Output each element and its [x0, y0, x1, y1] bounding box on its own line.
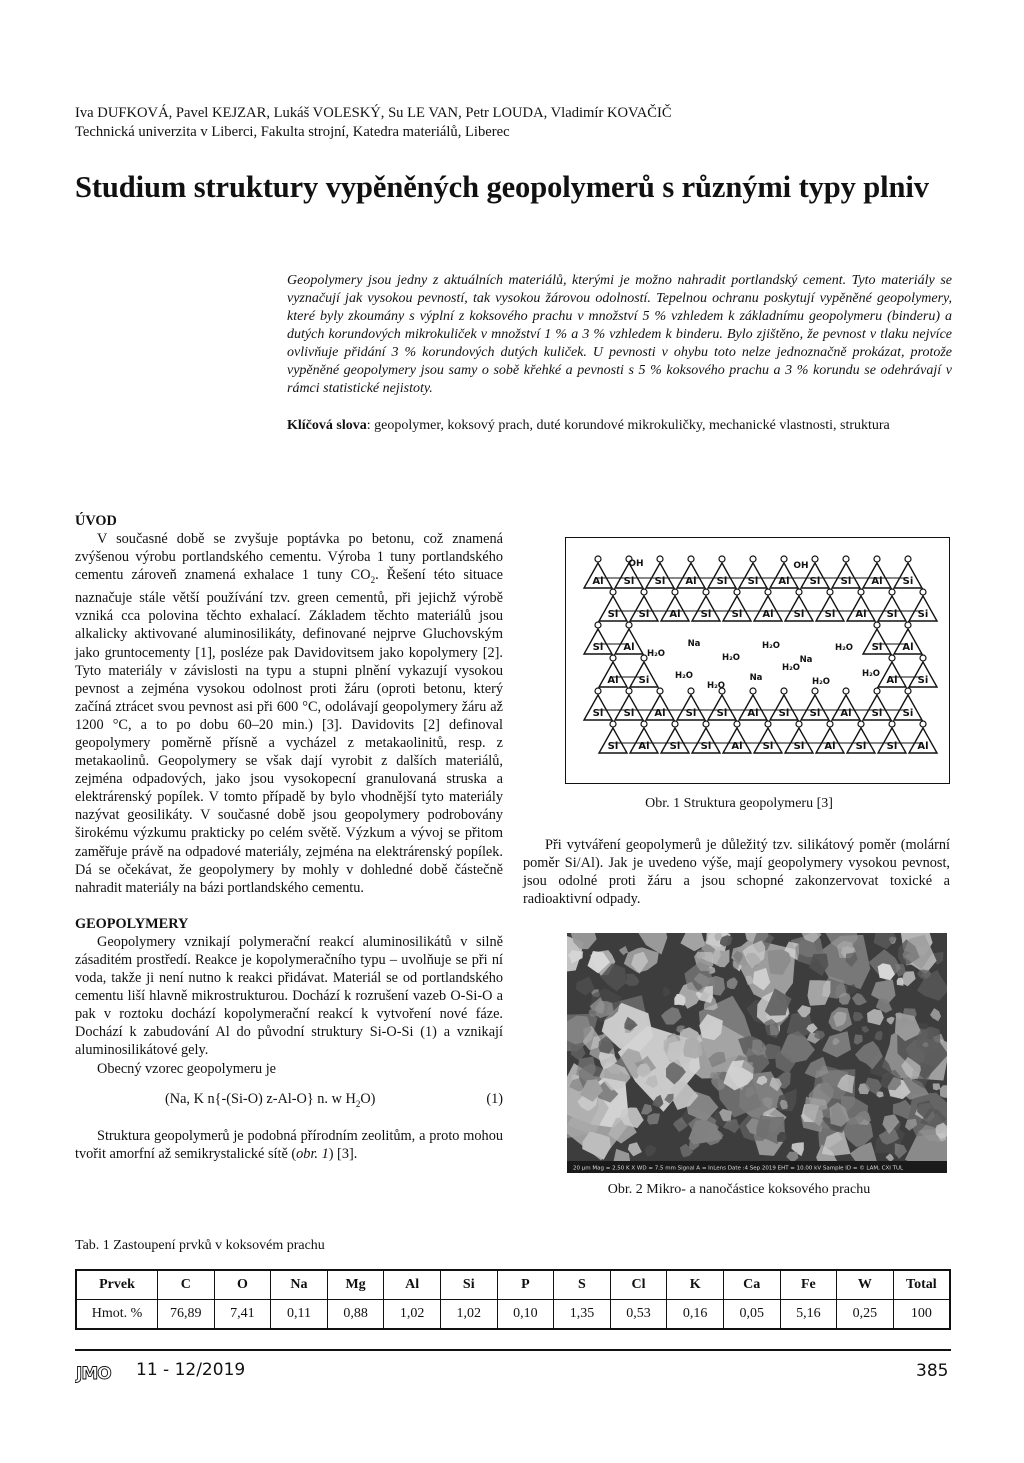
atom-label: Si	[840, 576, 852, 587]
issue-number: 11 - 12/2019	[136, 1360, 246, 1380]
atom-label: Al	[669, 609, 681, 620]
atom-label: Al	[778, 576, 790, 587]
atom-label: Si	[824, 609, 836, 620]
oxygen-atom	[626, 688, 632, 694]
atom-label: Si	[917, 675, 929, 686]
sem-databar-text: 20 µm Mag = 2.50 K X WD = 7.5 mm Signal A = InLens Date :4 Sep 2019 EHT = 10.00 kV Sample ID = © LAM, CXI TUL	[573, 1165, 904, 1172]
particle	[626, 974, 640, 986]
particle	[727, 977, 738, 989]
element-composition-table	[75, 1269, 951, 1330]
oxygen-atom	[719, 556, 725, 562]
sodium-ion: Na	[687, 639, 701, 649]
equation-number: (1)	[486, 1090, 503, 1107]
figure-1-geopolymer-structure	[565, 537, 950, 784]
water-molecule: H₂O	[781, 663, 801, 673]
table-cell: Cl	[610, 1270, 667, 1300]
particle	[661, 1007, 682, 1025]
oxygen-atom	[765, 721, 771, 727]
particle	[663, 987, 671, 997]
sodium-ion: Na	[749, 673, 763, 683]
jmo-logo	[75, 1361, 125, 1385]
table-cell: 0,16	[667, 1300, 724, 1330]
table-cell: 0,25	[837, 1300, 894, 1330]
oxygen-atom	[688, 688, 694, 694]
oxygen-atom	[703, 721, 709, 727]
table-cell: P	[497, 1270, 554, 1300]
particle	[822, 1031, 851, 1057]
table-cell: 1,35	[554, 1300, 611, 1330]
oxygen-atom	[843, 688, 849, 694]
atom-label: Si	[871, 642, 883, 653]
particle	[940, 1085, 947, 1097]
oxygen-atom	[657, 556, 663, 562]
atom-label: Al	[623, 642, 635, 653]
particle	[628, 1142, 642, 1156]
oxygen-atom	[750, 688, 756, 694]
oxygen-atom	[765, 589, 771, 595]
table-cell: Total	[893, 1270, 950, 1300]
water-molecule: H₂O	[761, 641, 781, 651]
atom-label: Si	[685, 708, 697, 719]
oxygen-atom	[920, 721, 926, 727]
table-cell: 0,53	[610, 1300, 667, 1330]
water-molecule: H₂O	[674, 671, 694, 681]
table-cell: Ca	[723, 1270, 780, 1300]
table-cell: S	[554, 1270, 611, 1300]
table-cell: 7,41	[214, 1300, 271, 1330]
table-row	[76, 1300, 950, 1330]
oxygen-atom	[595, 622, 601, 628]
figure-2-sem-image	[567, 933, 947, 1173]
oxygen-atom	[874, 622, 880, 628]
table-cell: Na	[271, 1270, 328, 1300]
table-cell: Prvek	[76, 1270, 158, 1300]
keywords-label: Klíčová slova	[287, 418, 367, 433]
oxygen-atom	[796, 589, 802, 595]
oxygen-atom	[610, 655, 616, 661]
table-cell: K	[667, 1270, 724, 1300]
table-1-caption: Tab. 1 Zastoupení prvků v koksovém prachu	[75, 1238, 325, 1253]
oxygen-atom	[889, 655, 895, 661]
atom-label: Al	[762, 609, 774, 620]
atom-label: Al	[855, 609, 867, 620]
particle	[808, 980, 831, 1006]
atom-label: Si	[917, 609, 929, 620]
water-molecule: H₂O	[706, 681, 726, 691]
particle	[645, 1145, 656, 1157]
atom-label: Si	[886, 609, 898, 620]
formula-intro: Obecný vzorec geopolymeru je	[97, 1060, 277, 1077]
sem-micrograph	[567, 933, 947, 1173]
table-cell: Si	[440, 1270, 497, 1300]
atom-label: Si	[716, 576, 728, 587]
table-cell: 0,88	[327, 1300, 384, 1330]
atom-label: Si	[638, 675, 650, 686]
particle	[852, 993, 867, 1005]
atom-label: Al	[747, 708, 759, 719]
oxygen-atom	[889, 589, 895, 595]
particle	[862, 1026, 870, 1033]
oxygen-atom	[827, 589, 833, 595]
atom-label: Al	[871, 576, 883, 587]
oxygen-atom	[827, 721, 833, 727]
atom-label: Al	[840, 708, 852, 719]
oxygen-atom	[781, 556, 787, 562]
oxygen-atom	[874, 556, 880, 562]
table-cell: 0,10	[497, 1300, 554, 1330]
water-molecule: H₂O	[834, 643, 854, 653]
particle	[895, 1143, 907, 1159]
left-column	[75, 512, 503, 1163]
table-cell: C	[158, 1270, 215, 1300]
page-number: 385	[916, 1361, 949, 1381]
oxygen-atom	[734, 721, 740, 727]
oxygen-atom	[610, 721, 616, 727]
atom-label: Si	[638, 609, 650, 620]
atom-label: Al	[638, 741, 650, 752]
hydroxyl-group: OH	[628, 559, 644, 569]
oxygen-atom	[812, 556, 818, 562]
oxygen-atom	[641, 721, 647, 727]
abstract	[287, 272, 952, 398]
atom-label: Si	[623, 576, 635, 587]
oxygen-atom	[905, 622, 911, 628]
keywords-text: : geopolymer, koksový prach, duté korundové mikrokuličky, mechanické vlastnosti, struktura	[366, 418, 890, 433]
atom-label: Si	[871, 708, 883, 719]
atom-label: Si	[762, 741, 774, 752]
atom-label: Al	[917, 741, 929, 752]
atom-label: Al	[592, 576, 604, 587]
water-molecule: H₂O	[861, 669, 881, 679]
oxygen-atom	[812, 688, 818, 694]
keywords	[287, 417, 957, 435]
oxygen-atom	[672, 589, 678, 595]
atom-label: Si	[700, 741, 712, 752]
atom-label: Si	[793, 741, 805, 752]
article-title: Studium struktury vypěněných geopolymerů s různými typy plniv	[75, 170, 929, 204]
atom-label: Si	[731, 609, 743, 620]
table-cell: Al	[384, 1270, 441, 1300]
particle-texture	[567, 933, 947, 1173]
table-cell: Fe	[780, 1270, 837, 1300]
atom-label: Si	[716, 708, 728, 719]
oxygen-atom	[750, 556, 756, 562]
geopolymery-paragraph: Geopolymery vznikají polymerační reakcí aluminosilikátů v silně zásaditém prostředí. Reakce je kopolymeračního typu – uvolňuje se při ní voda, takže ji není nutno k reakci přidávat. Materiál se od portlandského cementu liší hlavně mikrostrukturou. Dochází k rozrušení vazeb O-Si-O a pak v roztoku dochází kopolymerační reakcí k vytvoření nové fáze. Dochází k zabudování Al do původní struktury Si-O-Si (1) a vznikají aluminosilikátové gely.	[75, 933, 503, 1059]
atom-label: Al	[902, 642, 914, 653]
structure-paragraph: Struktura geopolymerů je podobná přírodním zeolitům, a proto mohou tvořit amorfní až semikrystalické sítě (obr. 1) [3].	[75, 1127, 503, 1162]
table-cell: 0,11	[271, 1300, 328, 1330]
table-cell: 1,02	[440, 1300, 497, 1330]
atom-label: Si	[793, 609, 805, 620]
particle	[875, 1031, 883, 1041]
oxygen-atom	[657, 688, 663, 694]
oxygen-atom	[920, 655, 926, 661]
equation-1	[75, 1090, 503, 1113]
table-cell: 0,05	[723, 1300, 780, 1330]
particle	[897, 978, 904, 986]
atom-label: Si	[778, 708, 790, 719]
oxygen-atom	[672, 721, 678, 727]
particle	[853, 1012, 864, 1021]
table-cell: 1,02	[384, 1300, 441, 1330]
oxygen-atom	[688, 556, 694, 562]
atom-label: Si	[886, 741, 898, 752]
water-molecule: H₂O	[721, 653, 741, 663]
atom-label: Al	[654, 708, 666, 719]
particle	[874, 933, 897, 949]
oxygen-atom	[610, 589, 616, 595]
atom-label: Si	[809, 576, 821, 587]
particle	[710, 1072, 717, 1080]
atom-label: Si	[592, 642, 604, 653]
water-molecule: H₂O	[646, 649, 666, 659]
particle	[680, 933, 705, 951]
atom-label: Si	[747, 576, 759, 587]
particle	[647, 1113, 660, 1124]
sodium-ion: Na	[799, 655, 813, 665]
particle	[619, 946, 629, 955]
atom-label: Si	[654, 576, 666, 587]
figure-reference: obr. 1	[296, 1145, 329, 1162]
figure-2-caption: Obr. 2 Mikro- a nanočástice koksového prachu	[607, 1182, 871, 1197]
atom-label: Al	[607, 675, 619, 686]
table-cell: O	[214, 1270, 271, 1300]
particle	[886, 1153, 895, 1161]
oxygen-atom	[641, 589, 647, 595]
oxygen-atom	[858, 721, 864, 727]
section-heading-intro: ÚVOD	[75, 513, 117, 529]
abstract-text: Geopolymery jsou jedny z aktuálních materiálů, kterými je možno nahradit portlandský cement. Tyto materiály se vyznačují jak vysokou pevností, tak vysokou žárovou odolností. Tepelnou ochranu poskytují vypěněné geopolymery, které byly zkoumány s výplní z koksového prachu v množství 5 % vzhledem k základnímu geopolymeru (binderu) a dutých korundových mikrokuliček v množství 1 % a 3 % vzhledem k binderu. Bylo zjištěno, že pevnost v tlaku nejvíce ovlivňuje přidání 3 % korundových dutých kuliček. U pevnosti v ohybu toto nelze jednoznačně prokázat, protože vypěněné geopolymery jsou samy o sobě křehké a pevnosti s 5 % koksového prachu a 3 % korundu se odehrávají v rámci statistické nejistoty.	[287, 273, 952, 396]
table-cell: Hmot. %	[76, 1300, 158, 1330]
authors: Iva DUFKOVÁ, Pavel KEJZAR, Lukáš VOLESKÝ, Su LE VAN, Petr LOUDA, Vladimír KOVAČIČ	[75, 105, 672, 121]
oxygen-atom	[905, 688, 911, 694]
table-cell: 5,16	[780, 1300, 837, 1330]
hydroxyl-group: OH	[793, 561, 809, 571]
affiliation: Technická univerzita v Liberci, Fakulta strojní, Katedra materiálů, Liberec	[75, 124, 510, 140]
geopolymer-structure-diagram	[566, 538, 949, 783]
formula: (Na, K n{-(Si-O) z-Al-O} n. w $H_2O$)	[165, 1090, 376, 1109]
svg-text:JMO: JMO	[76, 1364, 111, 1384]
oxygen-atom	[626, 622, 632, 628]
table-cell: 100	[893, 1300, 950, 1330]
oxygen-atom	[843, 556, 849, 562]
oxygen-atom	[703, 589, 709, 595]
atom-label: Si	[607, 741, 619, 752]
oxygen-atom	[734, 589, 740, 595]
figure-1-caption: Obr. 1 Struktura geopolymeru [3]	[645, 796, 833, 811]
atom-label: Al	[824, 741, 836, 752]
particle	[828, 1007, 852, 1032]
atom-label: Si	[855, 741, 867, 752]
oxygen-atom	[781, 688, 787, 694]
atom-label: Si	[669, 741, 681, 752]
water-molecule: H₂O	[811, 677, 831, 687]
oxygen-atom	[905, 556, 911, 562]
atom-label: Al	[731, 741, 743, 752]
footer-rule	[75, 1349, 951, 1351]
oxygen-atom	[796, 721, 802, 727]
atom-label: Si	[700, 609, 712, 620]
atom-label: Si	[902, 708, 914, 719]
table-cell: W	[837, 1270, 894, 1300]
silicate-ratio-paragraph: Při vytváření geopolymerů je důležitý tzv. silikátový poměr (molární poměr Si/Al). Jak je uvedeno výše, mají geopolymery vysokou pevnost, jsou odolné proti žáru a jsou schopné zakonzervovat toxické a radioaktivní odpady.	[523, 837, 950, 908]
oxygen-atom	[595, 556, 601, 562]
particle	[641, 1104, 652, 1115]
oxygen-atom	[858, 589, 864, 595]
particle	[854, 1034, 863, 1044]
particle	[867, 1009, 884, 1025]
oxygen-atom	[874, 688, 880, 694]
atom-label: Al	[685, 576, 697, 587]
table-header-row	[76, 1270, 950, 1300]
table-cell: Mg	[327, 1270, 384, 1300]
atom-label: Si	[607, 609, 619, 620]
atom-label: Si	[902, 576, 914, 587]
particle	[887, 1017, 895, 1025]
oxygen-atom	[595, 688, 601, 694]
atom-label: Al	[886, 675, 898, 686]
particle	[933, 1083, 941, 1090]
particle	[930, 1008, 941, 1021]
intro-paragraph: V současné době se zvyšuje poptávka po betonu, což znamená zvýšenou výrobu portlandského cementu. Výroba 1 tuny portlandského cementu zároveň znamená exhalace 1 tuny $CO_2$. Řešení této situace naznačuje stále větší používání tzv. green cementů, při jejichž výrobě vzniká cca polovina těchto exhalací. Základem těchto materiálů jsou alkalicky aktivované aluminosilikáty, definované nejprve Gluchovským jako gruntocementy [1], posléze pak Davidovitsem jako kopolymery [2]. Tyto materiály v závislosti na typu a stupni plnění vykazují vysokou pevnost a zejména vysokou odolnost proti žáru (oproti betonu, který začíná ztrácet svou pevnost asi při 600 °C, odolávají geopolymery žáru až 1200 °C, a to po dobu 60–20 min.) [3]. Davidovits [2] definoval geopolymery poměrně přísně a vycházel z metakaolinitů, resp. z metakaolinů. Geopolymery se však dají vyrobit z dalších materiálů, zejména odpadových, jako jsou vysokopecní granulovaná struska a elektrárenský popílek. V tomto případě by bylo vhodnější tyto materiály nazývat geosilikáty. V současné době jsou geopolymery podrobovány širokému výzkumu prakticky po celém světě. Výzkum a vývoj se přitom zaměřuje právě na odpadové materiály, zejména na elektrárenský popílek. Dá se očekávat, že geopolymery by mohly v dohledné době částečně nahradit materiály na bázi portlandského cementu.	[75, 531, 504, 896]
oxygen-atom	[889, 721, 895, 727]
author-block	[75, 104, 672, 142]
oxygen-atom	[920, 589, 926, 595]
atom-label: Si	[592, 708, 604, 719]
atom-label: Si	[809, 708, 821, 719]
section-heading-geopolymery: GEOPOLYMERY	[75, 915, 189, 932]
table-cell: 76,89	[158, 1300, 215, 1330]
atom-label: Si	[623, 708, 635, 719]
